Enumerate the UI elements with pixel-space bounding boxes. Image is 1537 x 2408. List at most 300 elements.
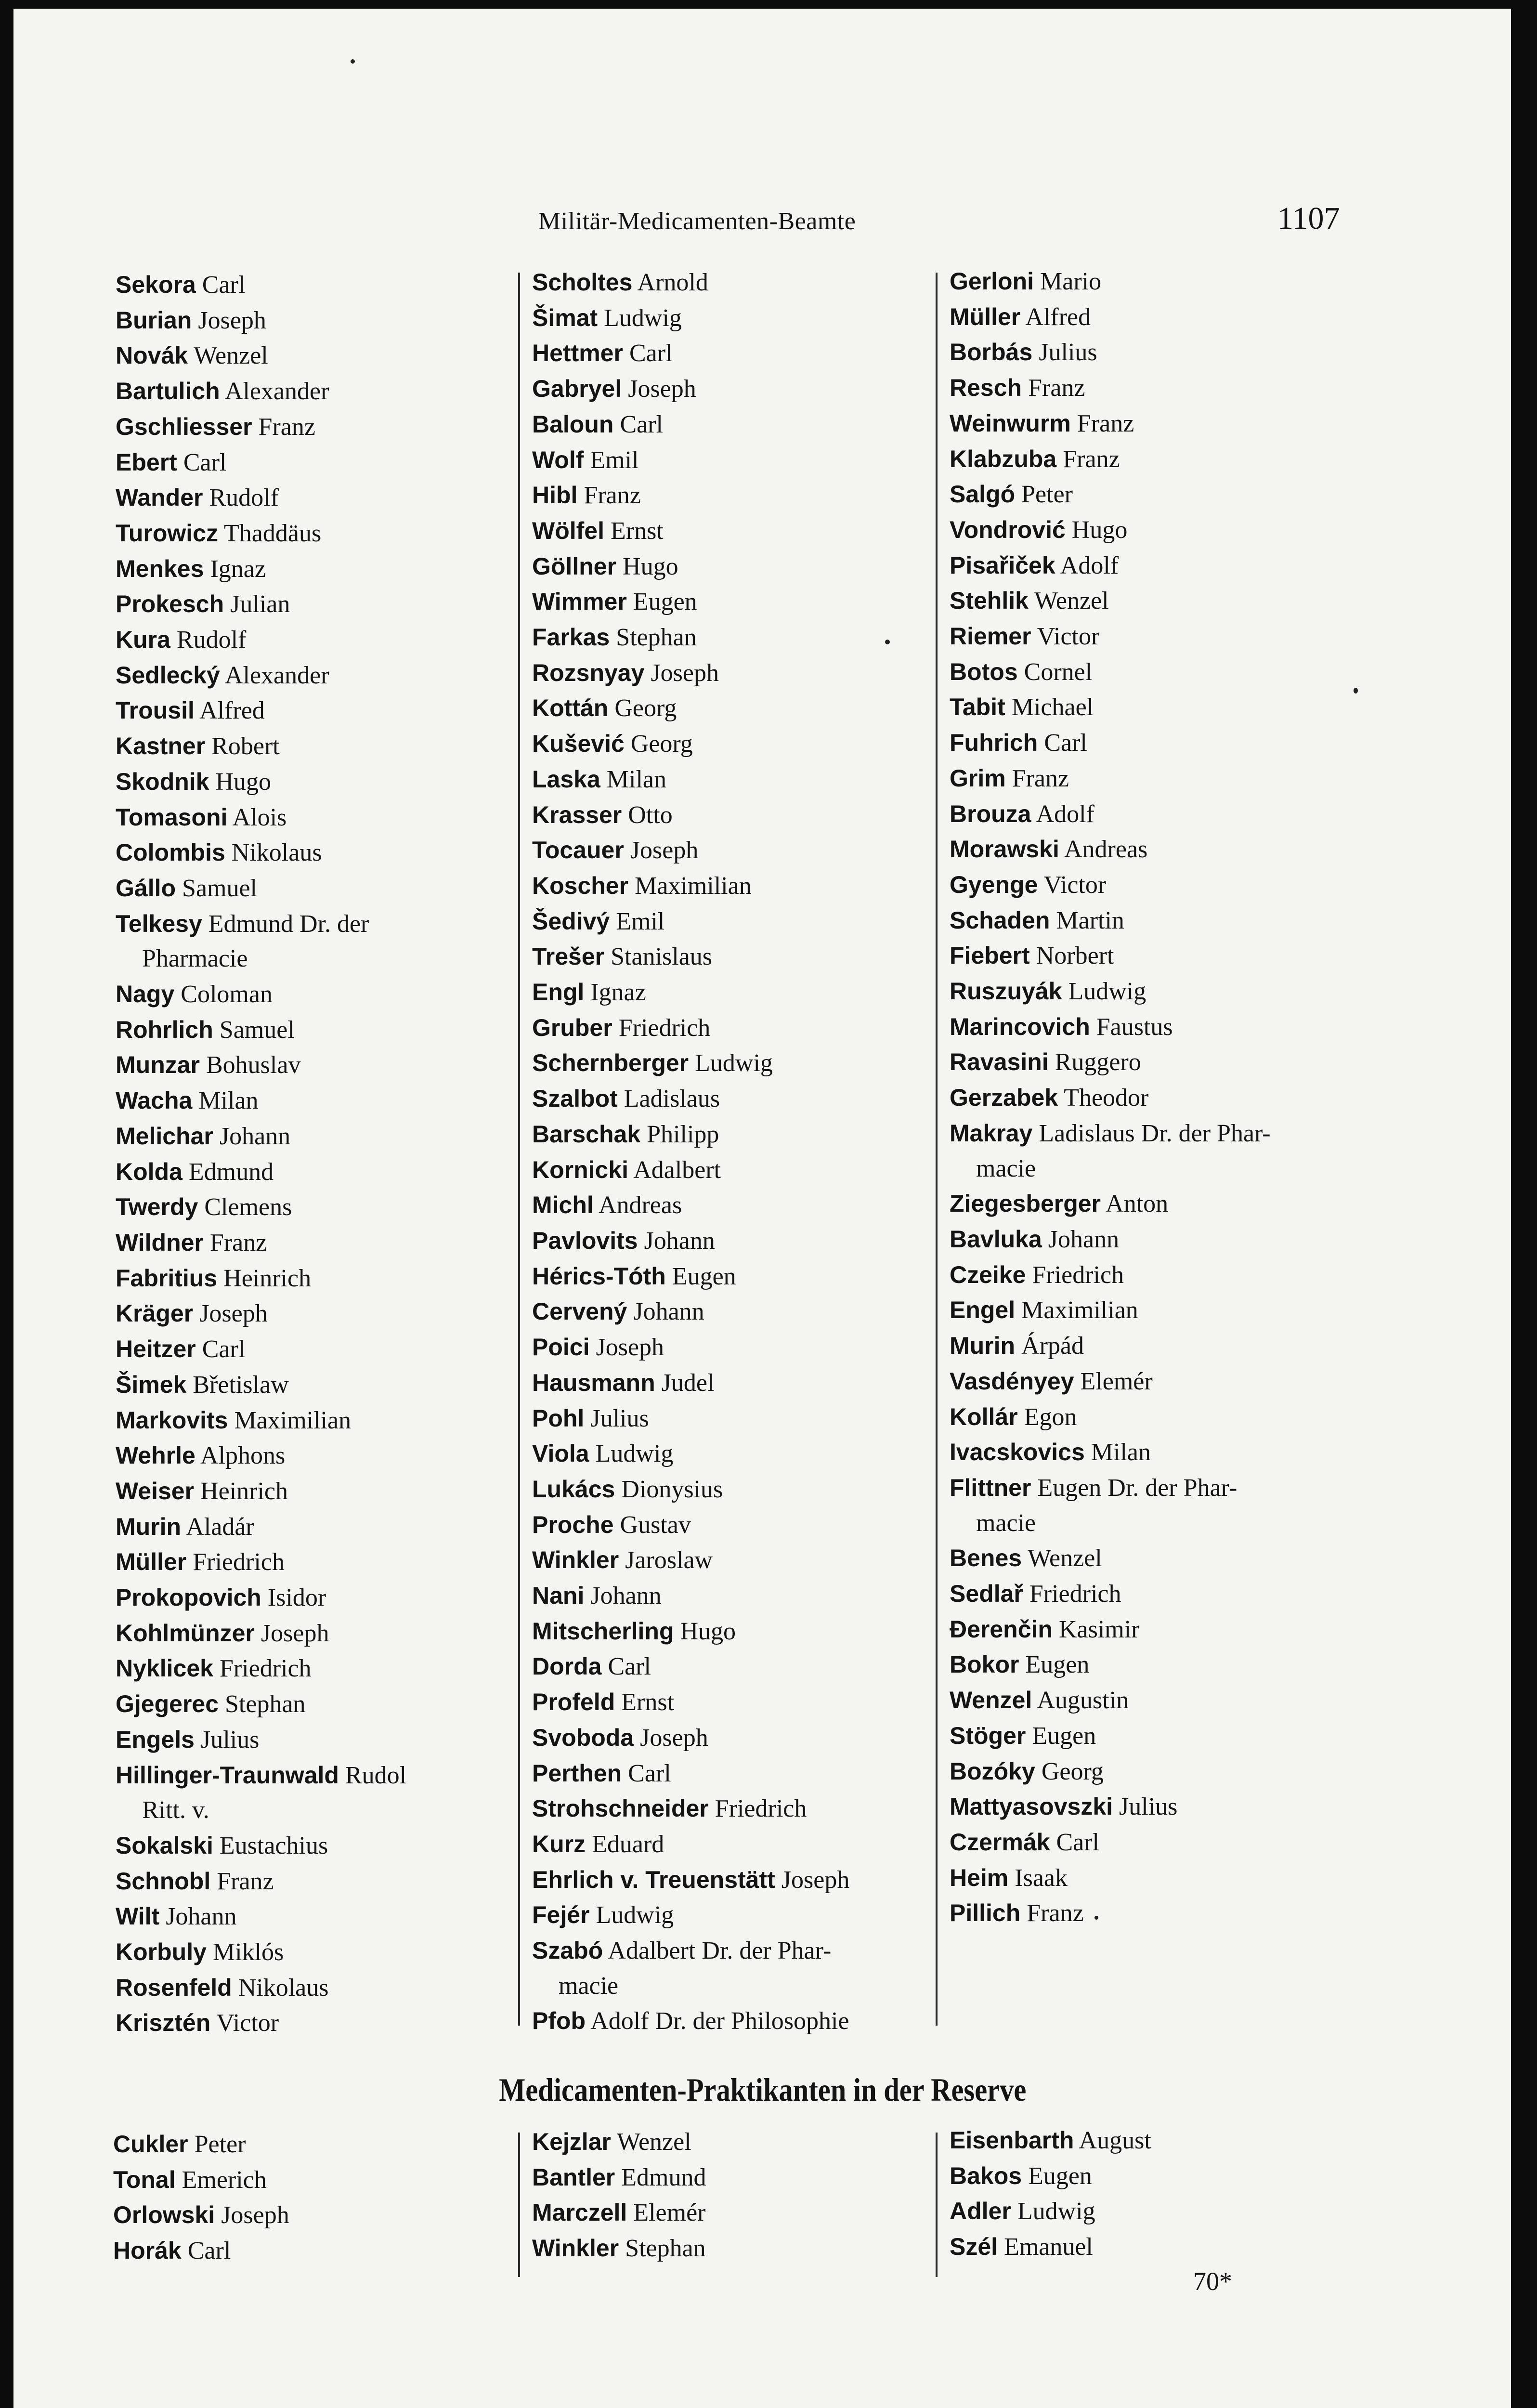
- column-rule-left: [518, 273, 520, 2026]
- section-title: Medicamenten-Praktikanten in der Reserve: [499, 2071, 1027, 2108]
- given-name: Andreas: [1064, 836, 1148, 864]
- surname: Šimat: [532, 304, 598, 331]
- given-name: Julius: [1039, 339, 1097, 366]
- surname: Burian: [116, 306, 192, 334]
- name-entry: [532, 1720, 849, 1756]
- surname: Wolf: [532, 446, 584, 473]
- name-entry: [532, 407, 849, 443]
- surname: Kottán: [532, 694, 609, 722]
- given-name: Friedrich: [618, 1014, 711, 1042]
- given-name: Peter: [1021, 481, 1073, 509]
- surname: Adler: [950, 2198, 1011, 2225]
- surname: Fuhrich: [950, 729, 1038, 757]
- given-name: Ernst: [610, 517, 664, 545]
- surname: Bantler: [532, 2163, 615, 2191]
- given-name: Johann: [644, 1227, 715, 1255]
- surname: Eisenbarth: [950, 2127, 1074, 2154]
- name-entry: [950, 2123, 1151, 2159]
- given-name: Eustachius: [219, 1832, 328, 1859]
- reserve-column-1: [113, 2127, 289, 2269]
- surname: Schnobl: [116, 1867, 211, 1895]
- given-name: Franz: [258, 413, 315, 441]
- given-name: Joseph: [221, 2201, 289, 2229]
- given-name: Adolf Dr. der Philosophie: [590, 2007, 849, 2035]
- name-entry: [113, 2127, 289, 2162]
- given-name: Maximilian: [1021, 1296, 1138, 1324]
- name-entry: [950, 406, 1271, 442]
- given-name: Kasimir: [1058, 1615, 1140, 1643]
- surname: Krisztén: [116, 2009, 211, 2037]
- name-entry: [116, 1935, 406, 1970]
- given-name: Ludwig: [595, 1440, 674, 1468]
- name-entry: [532, 726, 849, 762]
- surname: Marincovich: [950, 1013, 1090, 1040]
- name-entry-continuation: [950, 1506, 1271, 1541]
- surname: Göllner: [532, 552, 617, 580]
- name-entry: [116, 1970, 406, 2006]
- given-name: Joseph: [651, 659, 719, 687]
- name-entry: [950, 1435, 1271, 1470]
- name-entry: [532, 1756, 849, 1792]
- given-name: Carl: [1044, 729, 1087, 757]
- surname: Fejér: [532, 1901, 590, 1929]
- surname: Vondrović: [950, 516, 1066, 543]
- given-name: Johann: [166, 1903, 237, 1931]
- name-entry: [116, 1722, 406, 1758]
- name-entry: [532, 1081, 849, 1117]
- surname: Bartulich: [116, 378, 220, 405]
- surname: Sokalski: [116, 1832, 213, 1859]
- given-name: Joseph: [199, 1300, 268, 1328]
- name-entry: [950, 725, 1271, 761]
- name-entry: [116, 409, 406, 445]
- name-column-3: [950, 264, 1271, 1931]
- surname: Pillich: [950, 1899, 1021, 1927]
- given-name: Heinrich: [200, 1477, 288, 1505]
- surname: Vasdényey: [950, 1367, 1074, 1395]
- name-entry: [950, 690, 1271, 725]
- surname: Müller: [116, 1548, 187, 1576]
- name-entry: [532, 655, 849, 691]
- surname: Kurz: [532, 1830, 586, 1858]
- name-entry: [116, 1438, 406, 1474]
- given-name: Samuel: [219, 1016, 295, 1044]
- given-name: Mario: [1040, 268, 1102, 295]
- given-name: Isaak: [1015, 1864, 1068, 1892]
- reserve-rule-left: [518, 2133, 520, 2277]
- given-name: Wenzel: [617, 2128, 691, 2156]
- surname: Engl: [532, 979, 585, 1006]
- name-entry-continuation: [116, 1793, 406, 1828]
- name-entry: [950, 1470, 1271, 1506]
- given-name: Ludwig: [1068, 978, 1146, 1006]
- name-entry: [116, 1544, 406, 1580]
- given-name: Maximilian: [234, 1406, 352, 1434]
- name-entry: [113, 2198, 289, 2233]
- name-entry: [950, 761, 1271, 797]
- given-name: Carl: [629, 340, 673, 367]
- name-entry: [116, 764, 406, 800]
- given-name: Carl: [183, 448, 227, 476]
- name-entry: [116, 267, 406, 303]
- name-entry: [532, 2160, 706, 2196]
- given-name: Emanuel: [1004, 2233, 1093, 2261]
- name-entry: [950, 300, 1271, 335]
- name-entry: [113, 2233, 289, 2269]
- surname: Weiser: [116, 1477, 195, 1505]
- surname: Tomasoni: [116, 803, 228, 831]
- given-name: Eugen: [633, 588, 697, 616]
- name-entry: [116, 338, 406, 374]
- given-name: Alois: [232, 803, 287, 831]
- name-entry: [116, 551, 406, 587]
- signature-mark: 70*: [1193, 2267, 1232, 2296]
- given-name: Franz: [1077, 409, 1134, 437]
- given-name: Eugen Dr. der Phar-: [1037, 1474, 1237, 1502]
- name-entry: [116, 1828, 406, 1864]
- surname: Cervený: [532, 1298, 627, 1325]
- name-entry-continuation: [532, 1969, 849, 2004]
- surname: Gschliesser: [116, 413, 252, 440]
- name-entry: [116, 1225, 406, 1261]
- name-entry-continuation: [116, 942, 406, 977]
- given-name: Joseph: [640, 1724, 708, 1752]
- name-entry: [116, 977, 406, 1012]
- given-name: Julius: [200, 1726, 260, 1754]
- name-entry: [950, 2194, 1151, 2229]
- given-name: Norbert: [1036, 942, 1114, 970]
- name-entry: [116, 1403, 406, 1439]
- given-name: Ruggero: [1055, 1048, 1141, 1076]
- surname: Flittner: [950, 1474, 1031, 1501]
- surname: Nyklicek: [116, 1655, 213, 1682]
- surname: Novák: [116, 342, 188, 369]
- name-entry: [950, 832, 1271, 867]
- name-entry: [532, 2124, 706, 2160]
- name-entry: [116, 303, 406, 339]
- name-entry: [532, 1472, 849, 1507]
- name-entry: [116, 1651, 406, 1687]
- given-name: Pharmacie: [142, 945, 248, 973]
- ink-speck: [1354, 688, 1358, 694]
- surname: Murin: [950, 1332, 1016, 1360]
- name-entry: [950, 1400, 1271, 1435]
- given-name: Aladár: [186, 1513, 254, 1541]
- name-entry: [116, 658, 406, 694]
- surname: Rohrlich: [116, 1016, 213, 1043]
- name-entry: [950, 477, 1271, 512]
- given-name: Franz: [1028, 374, 1085, 402]
- given-name: Stanislaus: [611, 943, 713, 971]
- name-entry: [950, 370, 1271, 406]
- surname: Wander: [116, 484, 203, 511]
- name-entry: [950, 654, 1271, 690]
- name-entry: [532, 833, 849, 868]
- name-entry: [950, 2229, 1151, 2265]
- name-entry: [116, 1864, 406, 1899]
- name-entry: [116, 1154, 406, 1190]
- name-entry: [116, 1332, 406, 1367]
- given-name: Árpád: [1021, 1332, 1084, 1360]
- given-name: Hugo: [680, 1617, 736, 1645]
- given-name: Andreas: [598, 1191, 682, 1219]
- surname: Mattyasovszki: [950, 1793, 1113, 1820]
- given-name: Alexander: [224, 378, 329, 406]
- surname: Borbás: [950, 339, 1033, 366]
- surname: Weinwurm: [950, 409, 1071, 437]
- given-name: Alfred: [199, 697, 265, 725]
- name-entry: [532, 939, 849, 975]
- surname: Hettmer: [532, 340, 623, 367]
- surname: Ebert: [116, 448, 177, 476]
- given-name: Franz: [209, 1229, 267, 1256]
- name-entry: [116, 835, 406, 871]
- given-name: Elemér: [633, 2199, 706, 2227]
- name-entry: [950, 1789, 1271, 1825]
- surname: Proche: [532, 1511, 614, 1538]
- given-name: Victor: [1037, 623, 1100, 651]
- given-name: Hugo: [215, 768, 272, 796]
- surname: Botos: [950, 658, 1018, 685]
- name-entry: [950, 548, 1271, 584]
- name-entry: [532, 584, 849, 620]
- name-entry: [116, 729, 406, 764]
- surname: Trousil: [116, 697, 195, 724]
- surname: Sedlař: [950, 1580, 1023, 1608]
- given-name: Rudolf: [209, 484, 279, 512]
- surname: Šimek: [116, 1371, 187, 1398]
- name-entry: [950, 1683, 1271, 1718]
- surname: Kohlmünzer: [116, 1619, 255, 1647]
- given-name: Milan: [606, 765, 666, 793]
- document-page: [13, 9, 1511, 2408]
- name-entry: [532, 1188, 849, 1223]
- surname: Szabó: [532, 1937, 603, 1964]
- name-entry: [532, 549, 849, 585]
- surname: Gerloni: [950, 268, 1034, 295]
- name-entry: [532, 904, 849, 940]
- given-name: Adalbert Dr. der Phar-: [608, 1937, 832, 1965]
- name-entry: [950, 1612, 1271, 1648]
- given-name: Elemér: [1080, 1367, 1153, 1395]
- surname: Pfob: [532, 2007, 586, 2035]
- page-number: 1107: [1277, 201, 1340, 236]
- name-entry: [116, 1509, 406, 1545]
- given-name: Edmund Dr. der: [208, 910, 369, 938]
- surname: Ehrlich v. Treuenstätt: [532, 1866, 775, 1893]
- name-entry: [116, 1119, 406, 1154]
- name-entry: [116, 800, 406, 836]
- name-entry: [950, 1754, 1271, 1790]
- given-name: Coloman: [181, 981, 273, 1008]
- surname: Laska: [532, 765, 600, 793]
- surname: Sedlecký: [116, 661, 220, 689]
- name-entry: [532, 1046, 849, 1081]
- name-entry: [950, 1364, 1271, 1400]
- given-name: Victor: [216, 2009, 279, 2037]
- surname: Gállo: [116, 874, 176, 902]
- given-name: Ludwig: [604, 304, 682, 332]
- given-name: Robert: [211, 733, 280, 760]
- surname: Twerdy: [116, 1193, 198, 1221]
- surname: Koscher: [532, 872, 629, 899]
- surname: Szél: [950, 2233, 998, 2261]
- given-name: macie: [976, 1154, 1036, 1182]
- given-name: Eugen: [1032, 1722, 1096, 1750]
- surname: Gabryel: [532, 375, 622, 403]
- surname: Hausmann: [532, 1369, 655, 1396]
- given-name: macie: [976, 1509, 1036, 1537]
- surname: Kušević: [532, 730, 625, 758]
- name-entry: [116, 1261, 406, 1296]
- given-name: Ignaz: [590, 979, 646, 1007]
- name-entry: [950, 797, 1271, 832]
- name-entry: [116, 1474, 406, 1509]
- surname: Wenzel: [950, 1687, 1032, 1714]
- given-name: Nikolaus: [238, 1974, 329, 2002]
- surname: Cukler: [113, 2131, 188, 2158]
- given-name: Theodor: [1064, 1084, 1149, 1112]
- given-name: Friedrich: [193, 1548, 285, 1576]
- given-name: Franz: [1012, 764, 1069, 792]
- surname: Wehrle: [116, 1442, 195, 1469]
- surname: Nani: [532, 1582, 585, 1610]
- name-column-1: [116, 267, 406, 2041]
- name-entry: [116, 1580, 406, 1616]
- name-entry: [116, 1899, 406, 1935]
- surname: Riemer: [950, 623, 1031, 650]
- surname: Engels: [116, 1726, 195, 1753]
- name-entry: [532, 1685, 849, 1720]
- given-name: Adalbert: [633, 1156, 721, 1184]
- given-name: Johann: [219, 1122, 291, 1150]
- given-name: Miklós: [212, 1938, 284, 1966]
- name-entry: [950, 1576, 1271, 1612]
- surname: Benes: [950, 1544, 1022, 1572]
- name-entry: [532, 1543, 849, 1578]
- surname: Ravasini: [950, 1048, 1049, 1076]
- name-entry: [950, 1222, 1271, 1257]
- name-entry: [532, 1010, 849, 1046]
- given-name: Joseph: [628, 375, 696, 403]
- name-entry: [950, 264, 1271, 300]
- name-entry: [532, 1614, 849, 1649]
- name-entry: [116, 1296, 406, 1332]
- ink-speck: [1094, 1916, 1098, 1920]
- given-name: Georg: [630, 730, 693, 758]
- given-name: macie: [559, 1972, 619, 2000]
- given-name: Joseph: [630, 837, 699, 864]
- surname: Wildner: [116, 1229, 204, 1256]
- given-name: Emil: [590, 446, 639, 474]
- given-name: Joseph: [261, 1619, 329, 1647]
- name-entry: [950, 1860, 1271, 1896]
- surname: Morawski: [950, 836, 1059, 863]
- given-name: Friedrich: [1032, 1261, 1124, 1289]
- reserve-column-2: [532, 2124, 706, 2266]
- given-name: Carl: [187, 2237, 231, 2265]
- name-entry: [116, 1367, 406, 1403]
- surname: Dorda: [532, 1653, 602, 1680]
- name-entry: [532, 336, 849, 371]
- given-name: Jaroslaw: [625, 1546, 713, 1574]
- given-name: Peter: [194, 2131, 246, 2158]
- surname: Profeld: [532, 1688, 615, 1716]
- given-name: Ignaz: [210, 555, 266, 583]
- name-entry: [116, 622, 406, 658]
- surname: Barschak: [532, 1120, 641, 1148]
- name-column-2: [532, 265, 849, 2039]
- name-entry: [116, 1758, 406, 1793]
- given-name: Wenzel: [1034, 587, 1109, 615]
- surname: Trešer: [532, 943, 605, 970]
- given-name: Ritt. v.: [142, 1796, 209, 1824]
- surname: Brouza: [950, 800, 1031, 827]
- given-name: Adolf: [1060, 551, 1119, 579]
- surname: Poici: [532, 1334, 590, 1361]
- surname: Prokesch: [116, 590, 224, 618]
- surname: Hillinger-Traunwald: [116, 1761, 339, 1789]
- given-name: Georg: [1041, 1757, 1104, 1785]
- given-name: Augustin: [1037, 1687, 1129, 1714]
- given-name: Břetislaw: [193, 1371, 289, 1399]
- given-name: Eugen: [1025, 1651, 1090, 1679]
- surname: Schernberger: [532, 1049, 689, 1077]
- surname: Šedivý: [532, 907, 610, 935]
- name-entry: [950, 619, 1271, 654]
- surname: Tabit: [950, 694, 1005, 721]
- surname: Mitscherling: [532, 1617, 674, 1645]
- surname: Kastner: [116, 733, 206, 760]
- given-name: Maximilian: [635, 872, 752, 900]
- given-name: Ladislaus Dr. der Phar-: [1039, 1119, 1271, 1147]
- name-entry: [113, 2162, 289, 2198]
- surname: Melichar: [116, 1122, 213, 1150]
- given-name: Nikolaus: [231, 839, 322, 867]
- given-name: Dionysius: [621, 1475, 723, 1503]
- surname: Winkler: [532, 2235, 619, 2262]
- given-name: Arnold: [637, 269, 708, 296]
- surname: Rosenfeld: [116, 1974, 232, 2001]
- name-entry: [532, 2231, 706, 2266]
- name-entry: [532, 1649, 849, 1685]
- surname: Lukács: [532, 1475, 615, 1503]
- name-entry: [116, 374, 406, 409]
- name-entry: [532, 691, 849, 726]
- given-name: Franz: [1027, 1899, 1084, 1927]
- given-name: Ludwig: [1017, 2198, 1095, 2225]
- name-entry: [950, 1080, 1271, 1116]
- surname: Colombis: [116, 839, 225, 866]
- given-name: Johann: [590, 1582, 662, 1610]
- name-entry: [950, 442, 1271, 477]
- surname: Marczell: [532, 2199, 627, 2226]
- name-entry: [116, 1012, 406, 1048]
- name-entry: [116, 516, 406, 551]
- given-name: Julius: [1119, 1793, 1178, 1821]
- surname: Scholtes: [532, 269, 633, 296]
- given-name: Ludwig: [695, 1049, 773, 1077]
- surname: Resch: [950, 374, 1022, 402]
- name-entry: [532, 1507, 849, 1543]
- surname: Czermák: [950, 1828, 1050, 1856]
- name-entry: [950, 1293, 1271, 1328]
- given-name: Egon: [1024, 1403, 1077, 1431]
- surname: Horák: [113, 2237, 182, 2264]
- surname: Heitzer: [116, 1335, 196, 1363]
- given-name: Edmund: [188, 1158, 274, 1186]
- name-entry: [532, 1862, 849, 1898]
